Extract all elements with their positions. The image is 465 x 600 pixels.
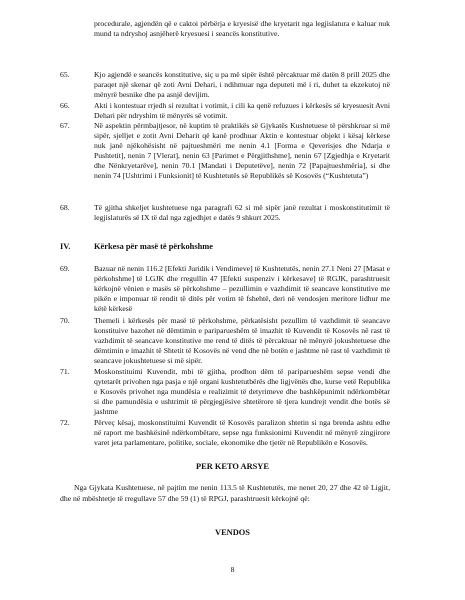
paragraph-67 <box>60 121 390 182</box>
paragraph-69 <box>60 264 390 314</box>
paragraph-66 <box>60 101 390 121</box>
paragraph-text: Përveç kësaj, moskonstituimi Kuvendit të Kosovës paralizon shtetin si nga brenda ashtu edhe në raport me bashkësinë ndërkombëtare, sepse nga funksionimi Kuvendit në mënyrë zingjirore varet jeta parlamentare, politike, sociale, ekonomike dhe tjetër në Republikën e Kosovës. <box>94 418 390 448</box>
paragraph-number: 65. <box>60 70 70 79</box>
paragraph-72 <box>60 418 390 448</box>
paragraph-text: Moskonstituimi Kuvendit, mbi të gjitha, prodhon dëm të pariparueshëm sepse vendi dhe qytetarët privohen nga pasja e një organi kushtetutbërës dhe ligjvënës dhe, kurse vetë Republika e Kosovës privohet nga mundësia e realizimit të detyrimeve dhe bashkëpunimit ndërkombëtar si dhe pamundësia e ushtrimit të përgjegjësive shtetërore të tjera kundrejt vendit dhe botës së jashtme <box>94 367 390 417</box>
page-number: 8 <box>230 565 235 574</box>
decision-title: VENDOS <box>215 528 250 537</box>
court-statement: Nga Gjykata Kushtetuese, në pajtim me nenin 113.5 të Kushtetutës, me nenet 20, 27 dhe 42 të Ligjit, dhe në mbështetje të rregullave 57 dhe 59 (1) të RPGJ, parashtruesit kërkojnë që: <box>60 483 390 503</box>
section-number: IV. <box>60 242 71 251</box>
paragraph-text: Akti i kontestuar rrjedh si rezultat i votimit, i cili ka qenë refuzues i kërkesës së kryesuesit Avni Dehari për ndryshim të mënyrës së votimit. <box>94 101 390 121</box>
section-heading <box>60 241 213 252</box>
paragraph-number: 67. <box>60 121 70 130</box>
paragraph-number: 66. <box>60 101 70 110</box>
paragraph-70 <box>60 316 390 366</box>
paragraph-text: Të gjitha shkeljet kushtetuese nga paragrafi 62 si më sipër janë rezultat i moskonstitutimit të legjislaturës së IX të dal nga zgjedhjet e datës 9 shkurt 2025. <box>94 203 390 223</box>
paragraph-number: 72. <box>60 418 70 427</box>
paragraph-68 <box>60 203 390 223</box>
paragraph-text: Themeli i kërkesës për masë të përkohshme, përkatësisht pezullim të vazhdimit të seancave konstituive bazohet në dëmtimin e pariparueshëm të imazhit të Kuvendit të Kosovës në rast të vazhdimit të seancave konstitutive me rend të ditës të përcaktuar në mënyrë jokushtetuese dhe dëmtimin e imazhit të Shtetit të Kosovës në vend dhe në botën e jashtme në rast të vazhdimit të seancave jokushtetuese si më sipër. <box>94 316 390 366</box>
paragraph-65 <box>60 70 390 100</box>
section-title-per-keto-arsye: PER KETO ARSYE <box>196 462 269 471</box>
paragraph-number: 70. <box>60 316 70 325</box>
paragraph-text: Kjo agjendë e seancës konstitutive, siç u pa më sipër është përcaktuar më datën 8 prill 2025 dhe paraqet një skenar që zoti Avni Dehari, i ndihmuar nga deputeti më i ri, duhet ta ekzekutoj në mënyrë besnike dhe pa asnjë devijim. <box>94 70 390 100</box>
paragraph-number: 71. <box>60 367 70 376</box>
paragraph-text: Në aspektin përmbajtjesor, në kuptim të praktikës së Gjykatës Kushtetuese të përshkruar si më sipër, sjelljet e zotit Avni Deharit që kanë prodhuar Aktin e kontestuar objekt i kësaj kërkese nuk janë njëkohësisht në pajtueshmëri me nenin 4.1 [Forma e Qeverisjes dhe Ndarja e Pushtetit], nenin 7 [Vlerat], nenin 63 [Parimet e Përgjithshme], nenin 67 [Zgjedhja e Kryetarit dhe Nënkryetarëve], nenin 70.1 [Mandati i Deputetëve], nenin 72 [Papajtueshmëria], si dhe nenin 74 [Ushtrimi i Funksionit] të Kushtetutës së Republikës së Kosovës (“Kushtetuta”) <box>94 121 390 181</box>
section-heading-title: Kërkesa për masë të përkohshme <box>94 242 213 251</box>
paragraph-text: Bazuar në nenin 116.2 [Efekti Juridik i Vendimeve] të Kushtetutës, nenin 27.1 Neni 27 [Masat e përkohshme] të LGJK dhe rregullin 47 [Efekti suspenziv i kërkesave] të RGJK, parashtruesit kërkojnë vënien e masës së përkohshme – pezullimin e vazhdimit të seancave konstitutive me pikën e imponuar të rendit të ditës për votim të fshehtë, deri në vendosjen meritore lidhur me këtë kërkesë <box>94 264 390 314</box>
paragraph-71 <box>60 367 390 417</box>
paragraph-number: 69. <box>60 264 70 273</box>
paragraph-number: 68. <box>60 203 70 212</box>
continuation-paragraph: procedurale, agjendën që e caktoi përbërja e kryesisë dhe kryetarit nga legjislatura e kaluar nuk mund ta ndryshoj asnjëherë kryesuesi i seancës konstitutive. <box>94 19 390 39</box>
